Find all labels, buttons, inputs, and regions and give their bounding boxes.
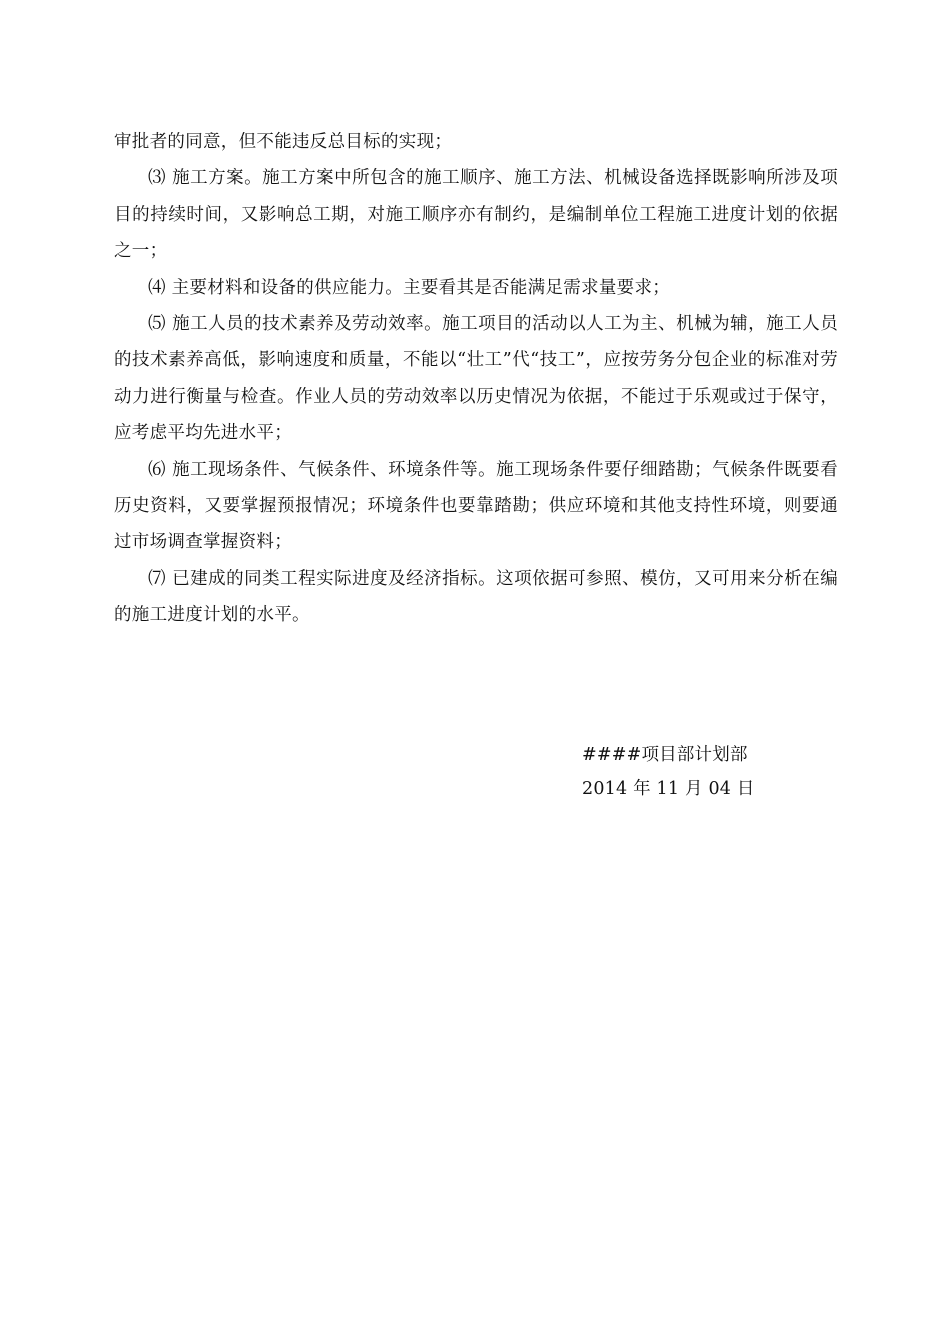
paragraph-item-4-material-supply: ⑷ 主要材料和设备的供应能力。主要看其是否能满足需求量要求； — [148, 277, 671, 298]
paragraph-item-3-construction-plan: ⑶ 施工方案。施工方案中所包含的施工顺序、施工方法、机械设备选择既影响所涉及项目的持续时间，又影响总工期，对施工顺序亦有制约，是编制单位工程施工进度计划的依据之一； — [114, 168, 838, 262]
paragraph-item-6-site-conditions: ⑹ 施工现场条件、气候条件、环境条件等。施工现场条件要仔细踏勘；气候条件既要看历史资料，又要掌握预报情况；环境条件也要靠踏勘；供应环境和其他支持性环境，则要通过市场调查掌握资料； — [114, 459, 838, 553]
paragraph-item-5-workforce: ⑸ 施工人员的技术素养及劳动效率。施工项目的活动以人工为主、机械为辅，施工人员的技术素养高低，影响速度和质量，不能以“壮工”代“技工”，应按劳务分包企业的标准对劳动力进行衡量与检查。作业人员的劳动效率以历史情况为依据，不能过于乐观或过于保守，应考虑平均先进水平； — [114, 314, 838, 444]
body-text — [114, 124, 838, 634]
paragraph-item-7-reference-projects: ⑺ 已建成的同类工程实际进度及经济指标。这项依据可参照、模仿，又可用来分析在编的施工进度计划的水平。 — [114, 568, 838, 626]
paragraph-continuation: 审批者的同意，但不能违反总目标的实现； — [114, 132, 453, 152]
signature-date: 2014 年 11 月 04 日 — [582, 779, 755, 799]
signature-organization: ####项目部计划部 — [582, 745, 748, 765]
signature-block — [582, 738, 755, 806]
